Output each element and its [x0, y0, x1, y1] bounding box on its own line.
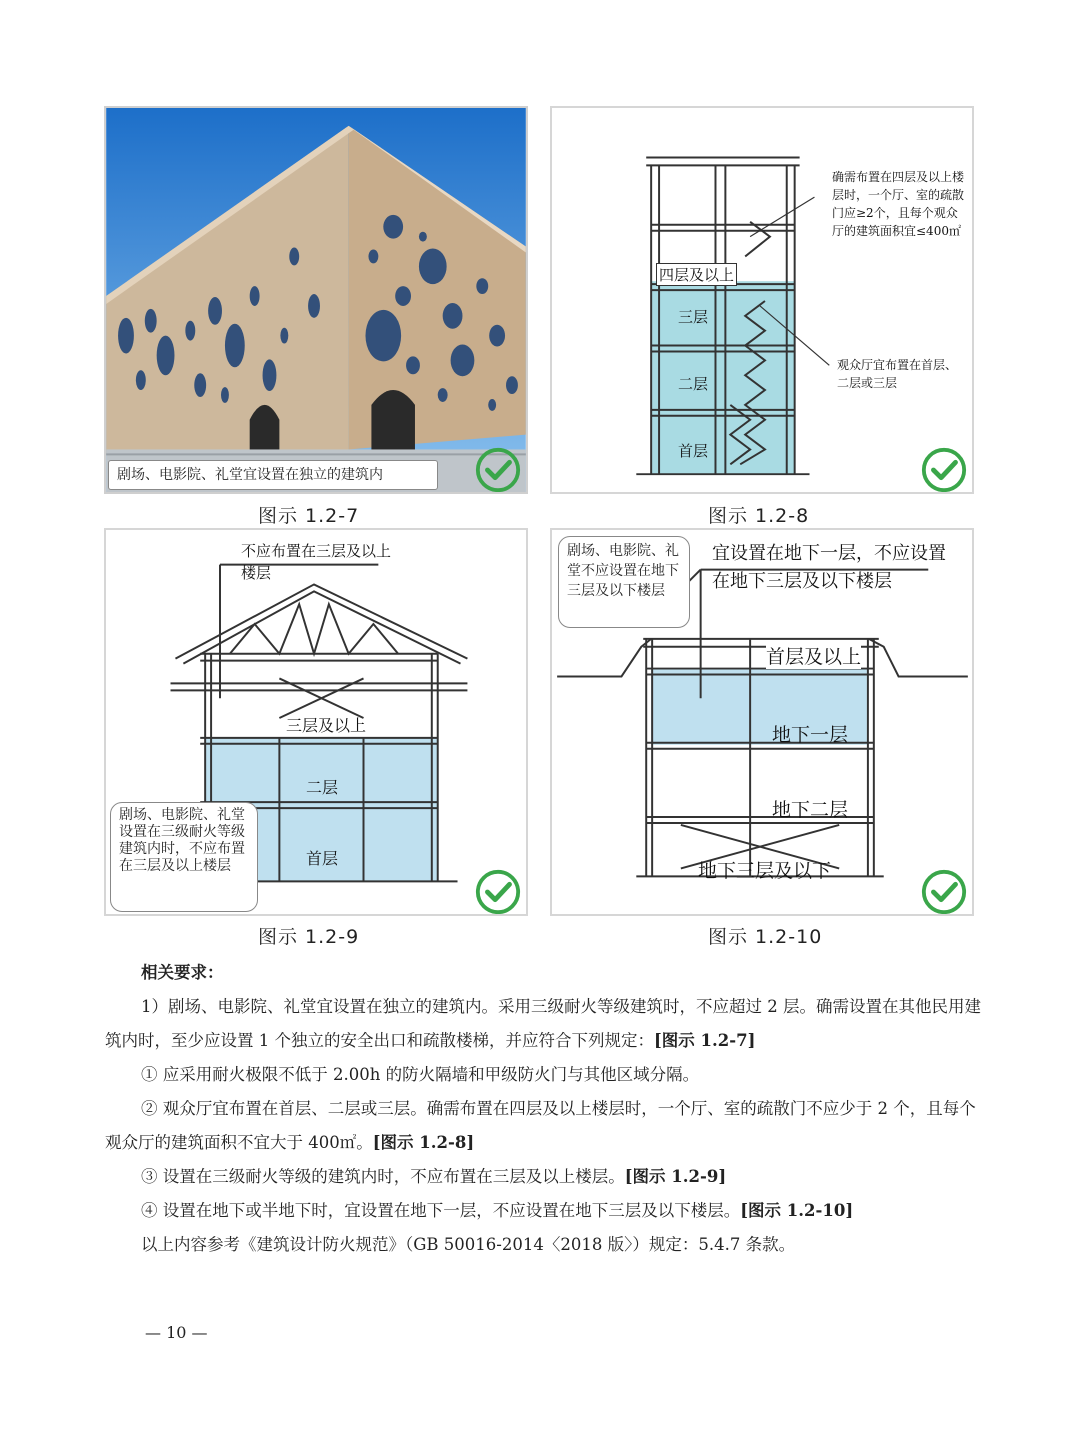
figure-note: 剧场、电影院、礼堂不应设置在地下三层及以下楼层: [558, 536, 690, 628]
figure-reference: [图示 1.2-9]: [624, 1167, 727, 1186]
paragraph: [105, 990, 985, 1058]
floor-label: 地下一层: [772, 724, 849, 746]
figure-caption: 图示 1.2-9: [258, 926, 360, 948]
paragraph-text: ③ 设置在三级耐火等级的建筑内时，不应布置在三层及以上楼层。: [141, 1167, 625, 1186]
figure-note: 剧场、电影院、礼堂设置在三级耐火等级建筑内时，不应布置在三层及以上楼层: [110, 802, 258, 912]
checkmark-icon: [474, 868, 522, 916]
section-title: 相关要求：: [141, 963, 224, 982]
diagram-annotation: 确需布置在四层及以上楼层时，一个厅、室的疏散门应≥2个，且每个观众厅的建筑面积宜≤400㎡: [832, 170, 965, 238]
floor-label: 二层: [306, 778, 339, 797]
paragraph-text: ② 观众厅宜布置在首层、二层或三层。确需布置在四层及以上楼层时，一个厅、室的疏散门不应少于 2 个，且每个观众厅的建筑面积不宜大于 400㎡。: [105, 1099, 976, 1152]
floor-label: 四层及以上: [656, 263, 737, 286]
figure-reference: [图示 1.2-7]: [654, 1031, 756, 1050]
paragraph-text: ① 应采用耐火极限不低于 2.00h 的防火隔墙和甲级防火门与其他区域分隔。: [141, 1065, 700, 1084]
figure-1-2-9: [104, 528, 528, 916]
floor-label: 地下二层: [772, 799, 849, 821]
reference-note: 以上内容参考《建筑设计防火规范》（GB 50016-2014〈2018 版〉）规定：5.4.7 条款。: [141, 1235, 796, 1254]
floor-label: 三层及以上: [286, 716, 367, 735]
requirements-section: [105, 956, 985, 1262]
figure-1-2-10: [550, 528, 974, 916]
checkmark-icon: [474, 446, 522, 494]
diagram-annotation: 宜设置在地下一层，不应设置在地下三层及以下楼层: [712, 543, 946, 592]
floor-label: 首层: [306, 849, 339, 868]
figure-caption: 图示 1.2-10: [708, 926, 823, 948]
figure-reference: [图示 1.2-8]: [372, 1133, 475, 1152]
paragraph: [105, 1092, 985, 1160]
diagram-annotation: 不应布置在三层及以上楼层: [241, 542, 392, 582]
checkmark-icon: [920, 868, 968, 916]
paragraph-text: ④ 设置在地下或半地下时，宜设置在地下一层，不应设置在地下三层及以下楼层。: [141, 1201, 741, 1220]
floor-label: 地下三层及以下: [698, 860, 832, 882]
floor-label: 三层: [678, 308, 709, 326]
checkmark-icon: [920, 446, 968, 494]
section-diagram: [552, 108, 972, 492]
floor-label: 首层及以上: [766, 642, 861, 669]
figure-1-2-8: [550, 106, 974, 494]
figure-caption: 图示 1.2-8: [708, 505, 810, 527]
paragraph: [105, 1058, 985, 1092]
paragraph: [105, 1160, 985, 1194]
figure-1-2-7: [104, 106, 528, 494]
floor-label: 二层: [678, 375, 709, 393]
paragraph: [105, 1194, 985, 1228]
page-number: — 10 —: [145, 1323, 208, 1342]
figure-reference: [图示 1.2-10]: [740, 1201, 854, 1220]
paragraph-text: 1）剧场、电影院、礼堂宜设置在独立的建筑内。采用三级耐火等级建筑时，不应超过 2 层。确需设置在其他民用建筑内时，至少应设置 1 个独立的安全出口和疏散楼梯，并应符合下列规定：: [105, 997, 981, 1050]
figure-note: 剧场、电影院、礼堂宜设置在独立的建筑内: [108, 460, 438, 490]
floor-label: 首层: [678, 442, 709, 460]
building-photo: [106, 108, 526, 492]
figure-caption: 图示 1.2-7: [258, 505, 360, 527]
diagram-annotation: 观众厅宜布置在首层、二层或三层: [837, 358, 958, 390]
